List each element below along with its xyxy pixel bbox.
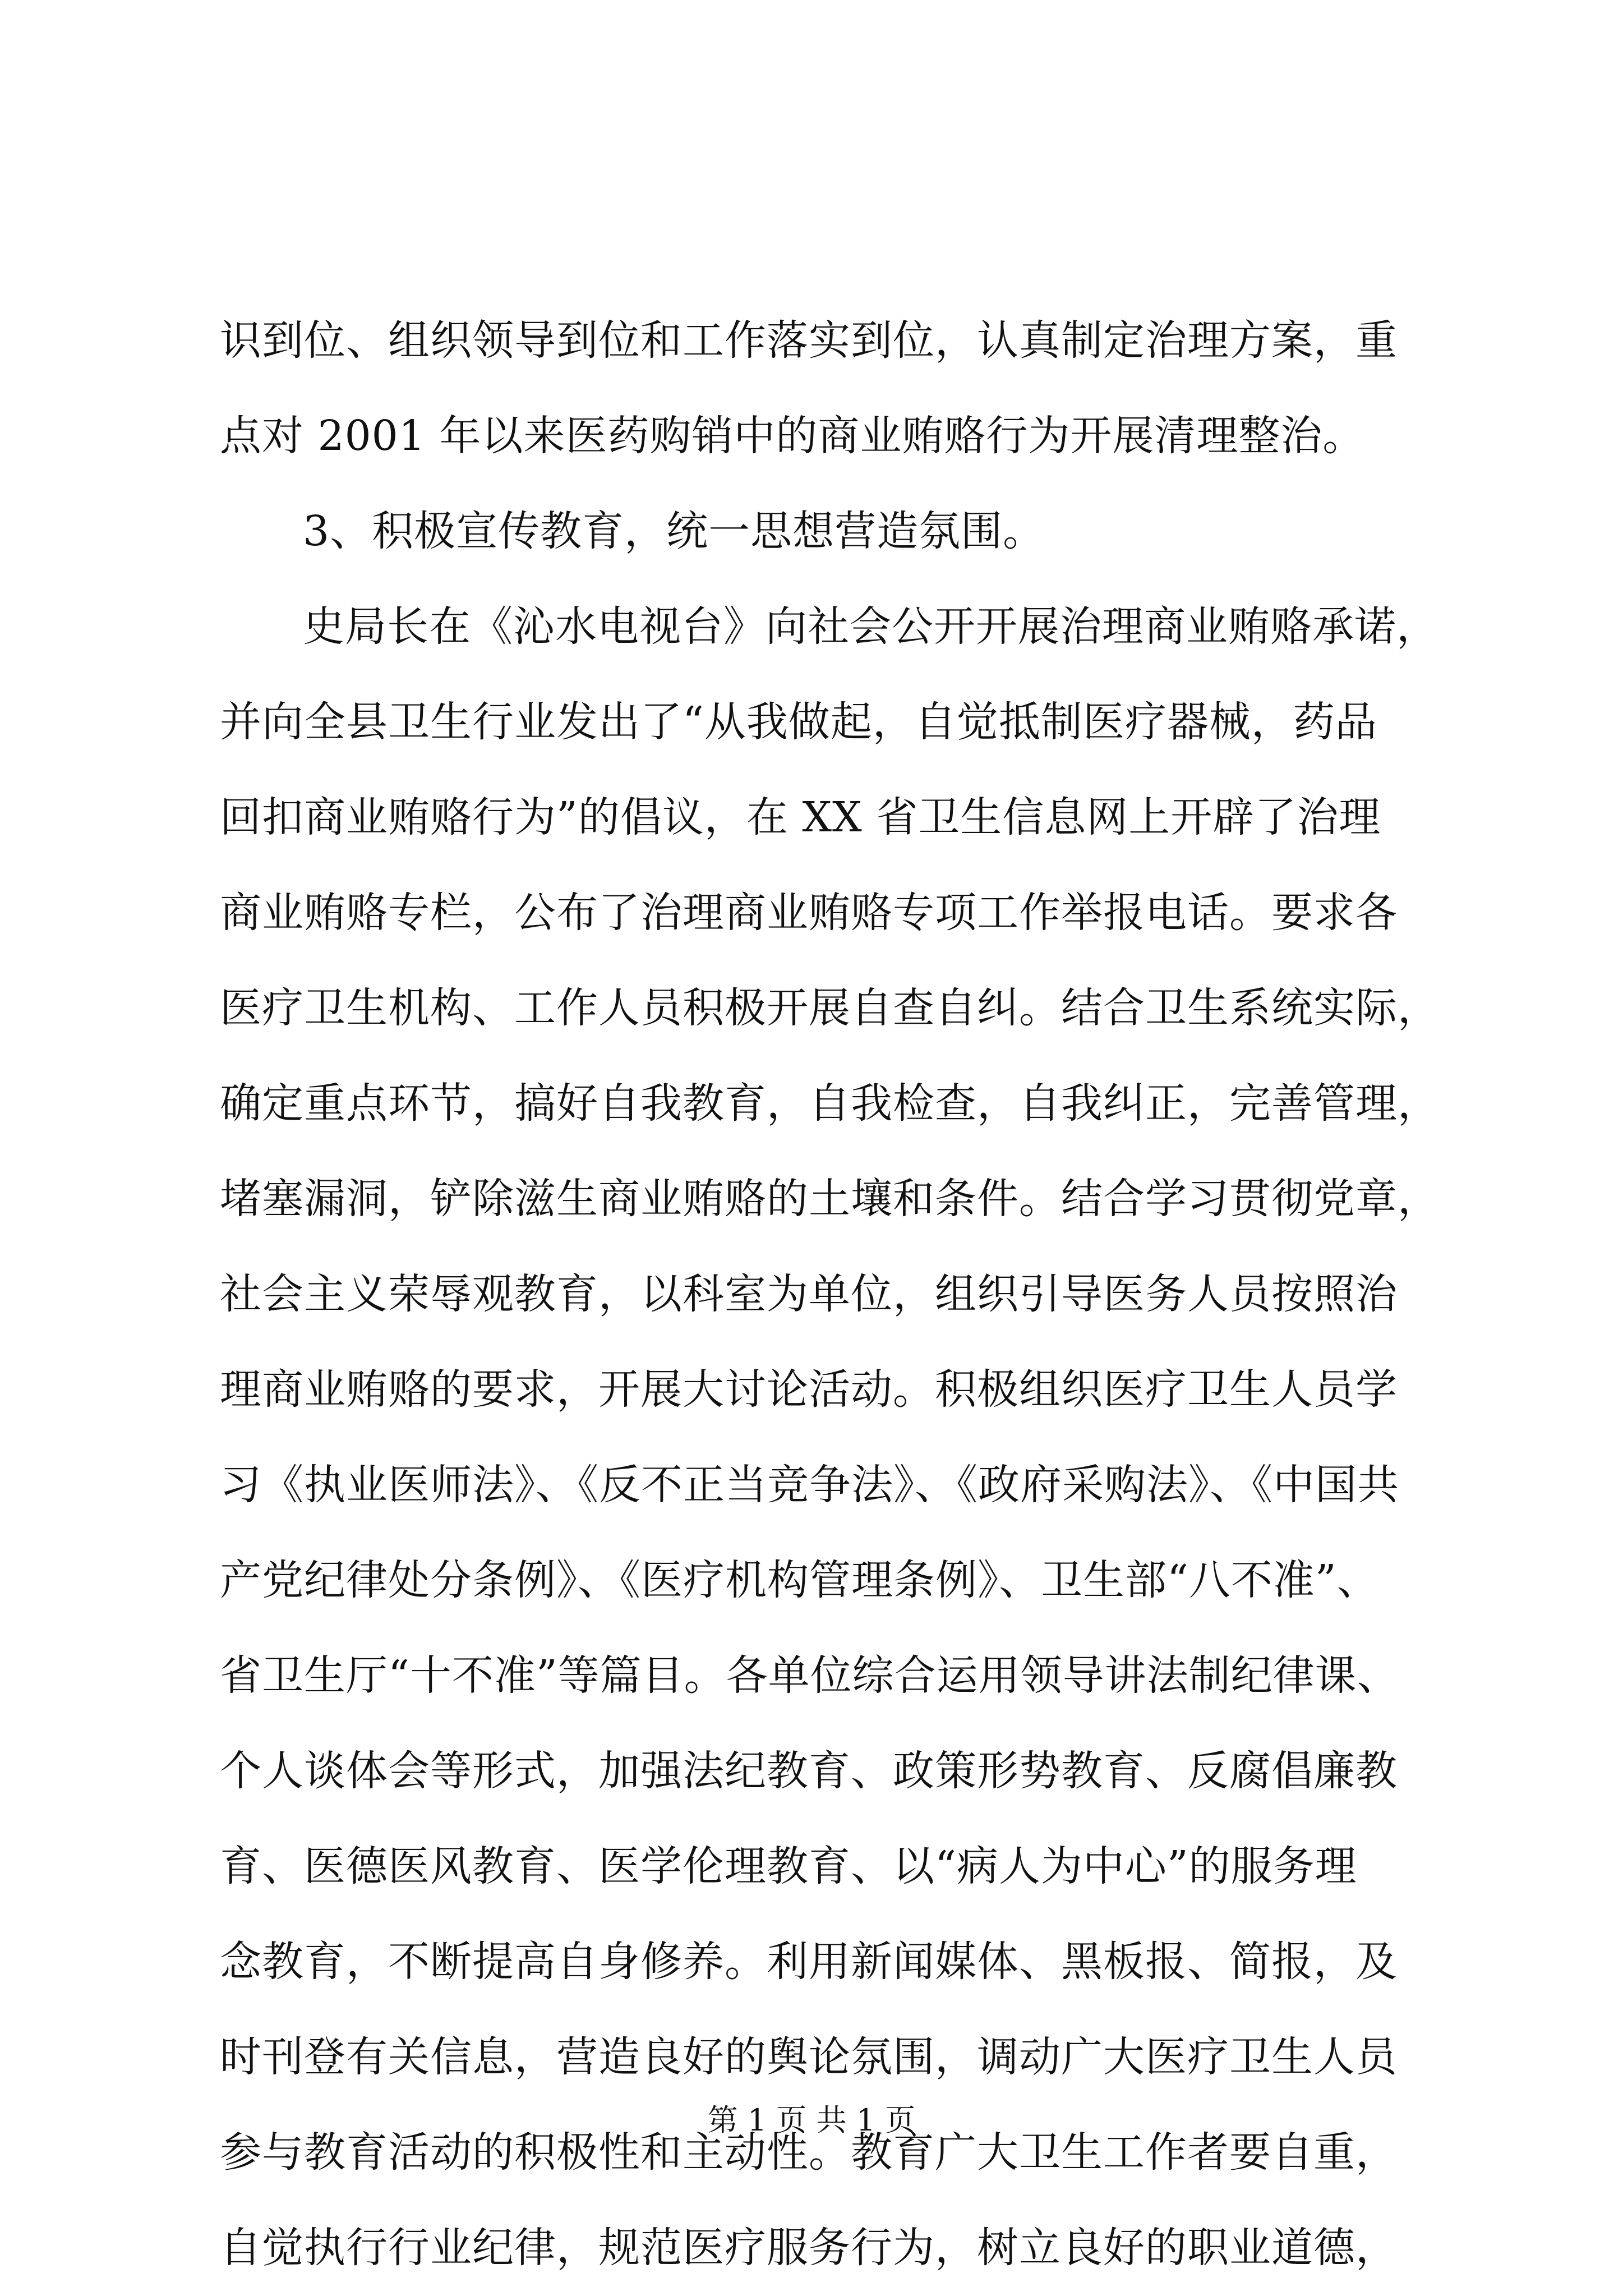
text-line: 念教育，不断提高自身修养。利用新闻媒体、黑板报、简报，及: [220, 1938, 1398, 1986]
text-line: 商业贿赂专栏，公布了治理商业贿赂专项工作举报电话。要求各: [220, 889, 1398, 937]
text-line: 理商业贿赂的要求，开展大讨论活动。积极组织医疗卫生人员学: [220, 1365, 1398, 1414]
text-line: 育、医德医风教育、医学伦理教育、以“病人为中心”的服务理: [220, 1842, 1357, 1890]
text-line: 堵塞漏洞，铲除滋生商业贿赂的土壤和条件。结合学习贯彻党章，: [220, 1175, 1440, 1223]
text-line: 回扣商业贿赂行为”的倡议，在 XX 省卫生信息网上开辟了治理: [220, 793, 1381, 841]
text-line: 确定重点环节，搞好自我教育，自我检查，自我纠正，完善管理，: [220, 1079, 1440, 1128]
section-heading: 3、积极宣传教育，统一思想营造氛围。: [303, 507, 1045, 555]
text-line: 社会主义荣辱观教育，以科室为单位，组织引导医务人员按照治: [220, 1270, 1398, 1318]
text-line: 产党纪律处分条例》、《医疗机构管理条例》、卫生部“八不准”、: [220, 1556, 1379, 1604]
text-line: 时刊登有关信息，营造良好的舆论氛围，调动广大医疗卫生人员: [220, 2033, 1398, 2081]
text-line: 省卫生厅“十不准”等篇目。各单位综合运用领导讲法制纪律课、: [220, 1651, 1399, 1700]
text-line: 习《执业医师法》、《反不正当竞争法》、《政府采购法》、《中国共: [220, 1461, 1399, 1509]
text-line: 并向全县卫生行业发出了“从我做起，自觉抵制医疗器械，药品: [220, 698, 1377, 746]
text-line: 参与教育活动的积极性和主动性。教育广大卫生工作者要自重，: [220, 2128, 1398, 2177]
page-footer: [0, 2101, 1623, 2140]
page-number: 第 1 页 共 1 页: [707, 2102, 916, 2138]
document-body: [220, 293, 1442, 2295]
text-line: 识到位、组织领导到位和工作落实到位，认真制定治理方案，重: [220, 316, 1398, 365]
text-line: 个人谈体会等形式，加强法纪教育、政策形势教育、反腐倡廉教: [220, 1747, 1398, 1795]
text-line: 自觉执行行业纪律，规范医疗服务行为，树立良好的职业道德，: [220, 2224, 1398, 2272]
text-line: 点对 2001 年以来医药购销中的商业贿赂行为开展清理整治。: [220, 412, 1365, 460]
text-line: 史局长在《沁水电视台》向社会公开开展治理商业贿赂承诺，: [303, 602, 1438, 651]
text-line: 医疗卫生机构、工作人员积极开展自查自纠。结合卫生系统实际，: [220, 984, 1440, 1032]
